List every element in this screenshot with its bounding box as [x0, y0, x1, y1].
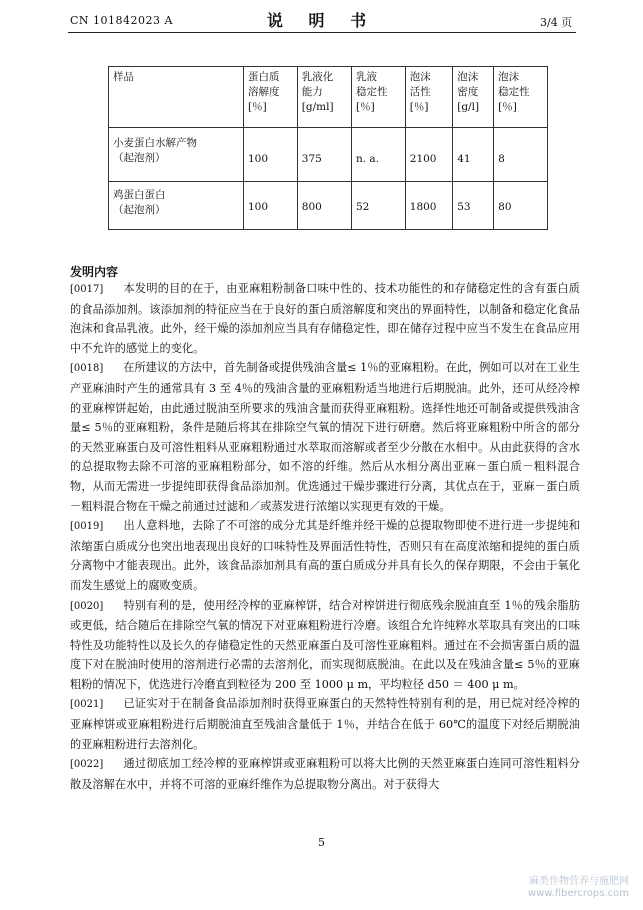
paragraph-number: [0018] [70, 363, 104, 375]
table-header-cell: 泡沫 稳定性 [％] [494, 67, 548, 128]
document-title: 说 明 书 [266, 11, 377, 30]
paragraph [70, 596, 580, 695]
document-number: CN 101842023 A [70, 14, 173, 27]
paragraph-text: 在所建议的方法中，首先制备或提供残油含量≤ 1％的亚麻粗粉。在此，例如可以对在工业生产亚麻油时产生的通常具有 3 至 4％的残油含量的亚麻粗粉适当地进行后期脱油。此外，还可从经冷榨的亚麻榨饼起始，由此通过脱油至所要求的残油含量而获得亚麻粗粉。选择性地还可制备或提供残油含量≤ 5％的亚麻粗粉，条件是随后将其在排除空气氧的情况下进行研磨。然后将亚麻粗粉中所含的部分的天然亚麻蛋白及可溶性粗料从亚麻粗粉通过水萃取而溶解或者至少分散在水相中。从由此获得的含水的总提取物去除不可溶的亚麻粗粉部分，如不溶的纤维。然后从水相分离出亚麻－蛋白质－粗料混合物，从而无需进一步提纯即获得食品添加剂。优选通过干燥步骤进行分离，其优点在于，亚麻－蛋白质－粗料混合物在干燥之前通过过滤和／或蒸发进行浓缩以实现更有效的干燥。 [70, 361, 580, 513]
paragraph [70, 694, 580, 754]
table-cell: 2100 [405, 128, 452, 182]
watermark-line: www.fibercrops.com [527, 888, 629, 899]
data-table [108, 66, 548, 230]
table-header-row [109, 67, 548, 128]
table-cell: 鸡蛋白蛋白 （起泡剂） [109, 182, 244, 230]
table-cell: 8 [494, 128, 548, 182]
paragraph-number: [0020] [70, 600, 104, 612]
table-cell: 1800 [405, 182, 452, 230]
table-header-cell: 泡沫 活性 [％] [405, 67, 452, 128]
paragraph [70, 279, 580, 358]
paragraph [70, 358, 580, 516]
table-cell: 100 [244, 128, 298, 182]
paragraph-number: [0017] [70, 284, 104, 295]
paragraphs [70, 279, 580, 794]
paragraph-text: 通过彻底加工经冷榨的亚麻榨饼或亚麻粗粉可以将大比例的天然亚麻蛋白连同可溶性粗料分散及溶解在水中，并将不可溶的亚麻纤维作为总提取物分离出。对于获得大 [70, 757, 580, 791]
table-cell: n. a. [351, 128, 405, 182]
table-cell: 53 [453, 182, 494, 230]
table-header-cell: 蛋白质 溶解度 [％] [244, 67, 298, 128]
table-cell: 41 [453, 128, 494, 182]
paragraph-text: 本发明的目的在于，由亚麻粗粉制备口味中性的、技术功能性的和存储稳定性的含有蛋白质的食品添加剂。该添加剂的特征应当在于良好的蛋白质溶解度和突出的界面特性，以制备和稳定化食品泡沫和食品乳液。此外，经干燥的添加剂应当具有存储稳定性，即在储存过程中应当不发生在食品应用中不允许的感觉上的变化。 [70, 282, 580, 355]
table-cell: 52 [351, 182, 405, 230]
table-cell: 100 [244, 182, 298, 230]
watermark-line: 麻类作物营养与施肥网 [529, 876, 629, 887]
watermark [528, 876, 629, 900]
table-header-cell: 乳液化 能力 [g/ml] [297, 67, 351, 128]
paragraph-text: 已证实对于在制备食品添加剂时获得亚麻蛋白的天然特性特别有利的是，用已烷对经冷榨的亚麻榨饼或亚麻粗粉进行后期脱油直至残油含量低于 1％，并结合在低于 60℃的温度下对经后期脱油的亚麻粗粉进行去溶剂化。 [70, 697, 580, 751]
page-number: 5 [318, 836, 325, 849]
table-cell: 375 [297, 128, 351, 182]
table-header-cell: 泡沫 密度 [g/l] [453, 67, 494, 128]
table-cell: 800 [297, 182, 351, 230]
table-header-cell: 乳液 稳定性 [％] [351, 67, 405, 128]
paragraph-number: [0022] [70, 759, 104, 771]
paragraph [70, 516, 580, 595]
table-cell: 小麦蛋白水解产物 （起泡剂） [109, 128, 244, 182]
paragraph [70, 754, 580, 794]
paragraph-text: 特别有利的是，使用经冷榨的亚麻榨饼，结合对榨饼进行彻底残余脱油直至 1％的残余脂肪或更低，结合随后在排除空气氧的情况下对亚麻粗粉进行冷磨。该组合允许纯粹水萃取具有突出的口味特性及功能特性以及长久的存储稳定性的天然亚麻蛋白及可溶性亚麻粗料。通过在不会损害蛋白质的温度下对在脱油时使用的溶剂进行必需的去溶剂化，而实现彻底脱油。在此以及在残油含量≤ 5％的亚麻粗粉的情况下，优选进行冷磨直到粒径为 200 至 1000 μ m，平均粒径 d50 ＝ 400 μ m。 [70, 598, 580, 691]
header-rule [68, 32, 576, 33]
table-row [109, 182, 548, 230]
table-row [109, 128, 548, 182]
page-reference: 3/4 页 [540, 16, 573, 29]
section-heading: 发明内容 [70, 265, 119, 279]
paragraph-text: 出人意料地，去除了不可溶的成分尤其是纤维并经干燥的总提取物即使不进行进一步提纯和浓缩蛋白质成分也突出地表现出良好的口味特性及界面活性特性，否则只有在高度浓缩和提纯的蛋白质分离物中才能表现出。此外，该食品添加剂具有高的蛋白质成分并具有长久的保存期限，不会由于氧化而发生感觉上的腐败变质。 [70, 519, 580, 592]
paragraph-number: [0021] [70, 699, 104, 711]
table-cell: 80 [494, 182, 548, 230]
paragraph-number: [0019] [70, 521, 104, 533]
table-header-cell: 样品 [109, 67, 244, 128]
